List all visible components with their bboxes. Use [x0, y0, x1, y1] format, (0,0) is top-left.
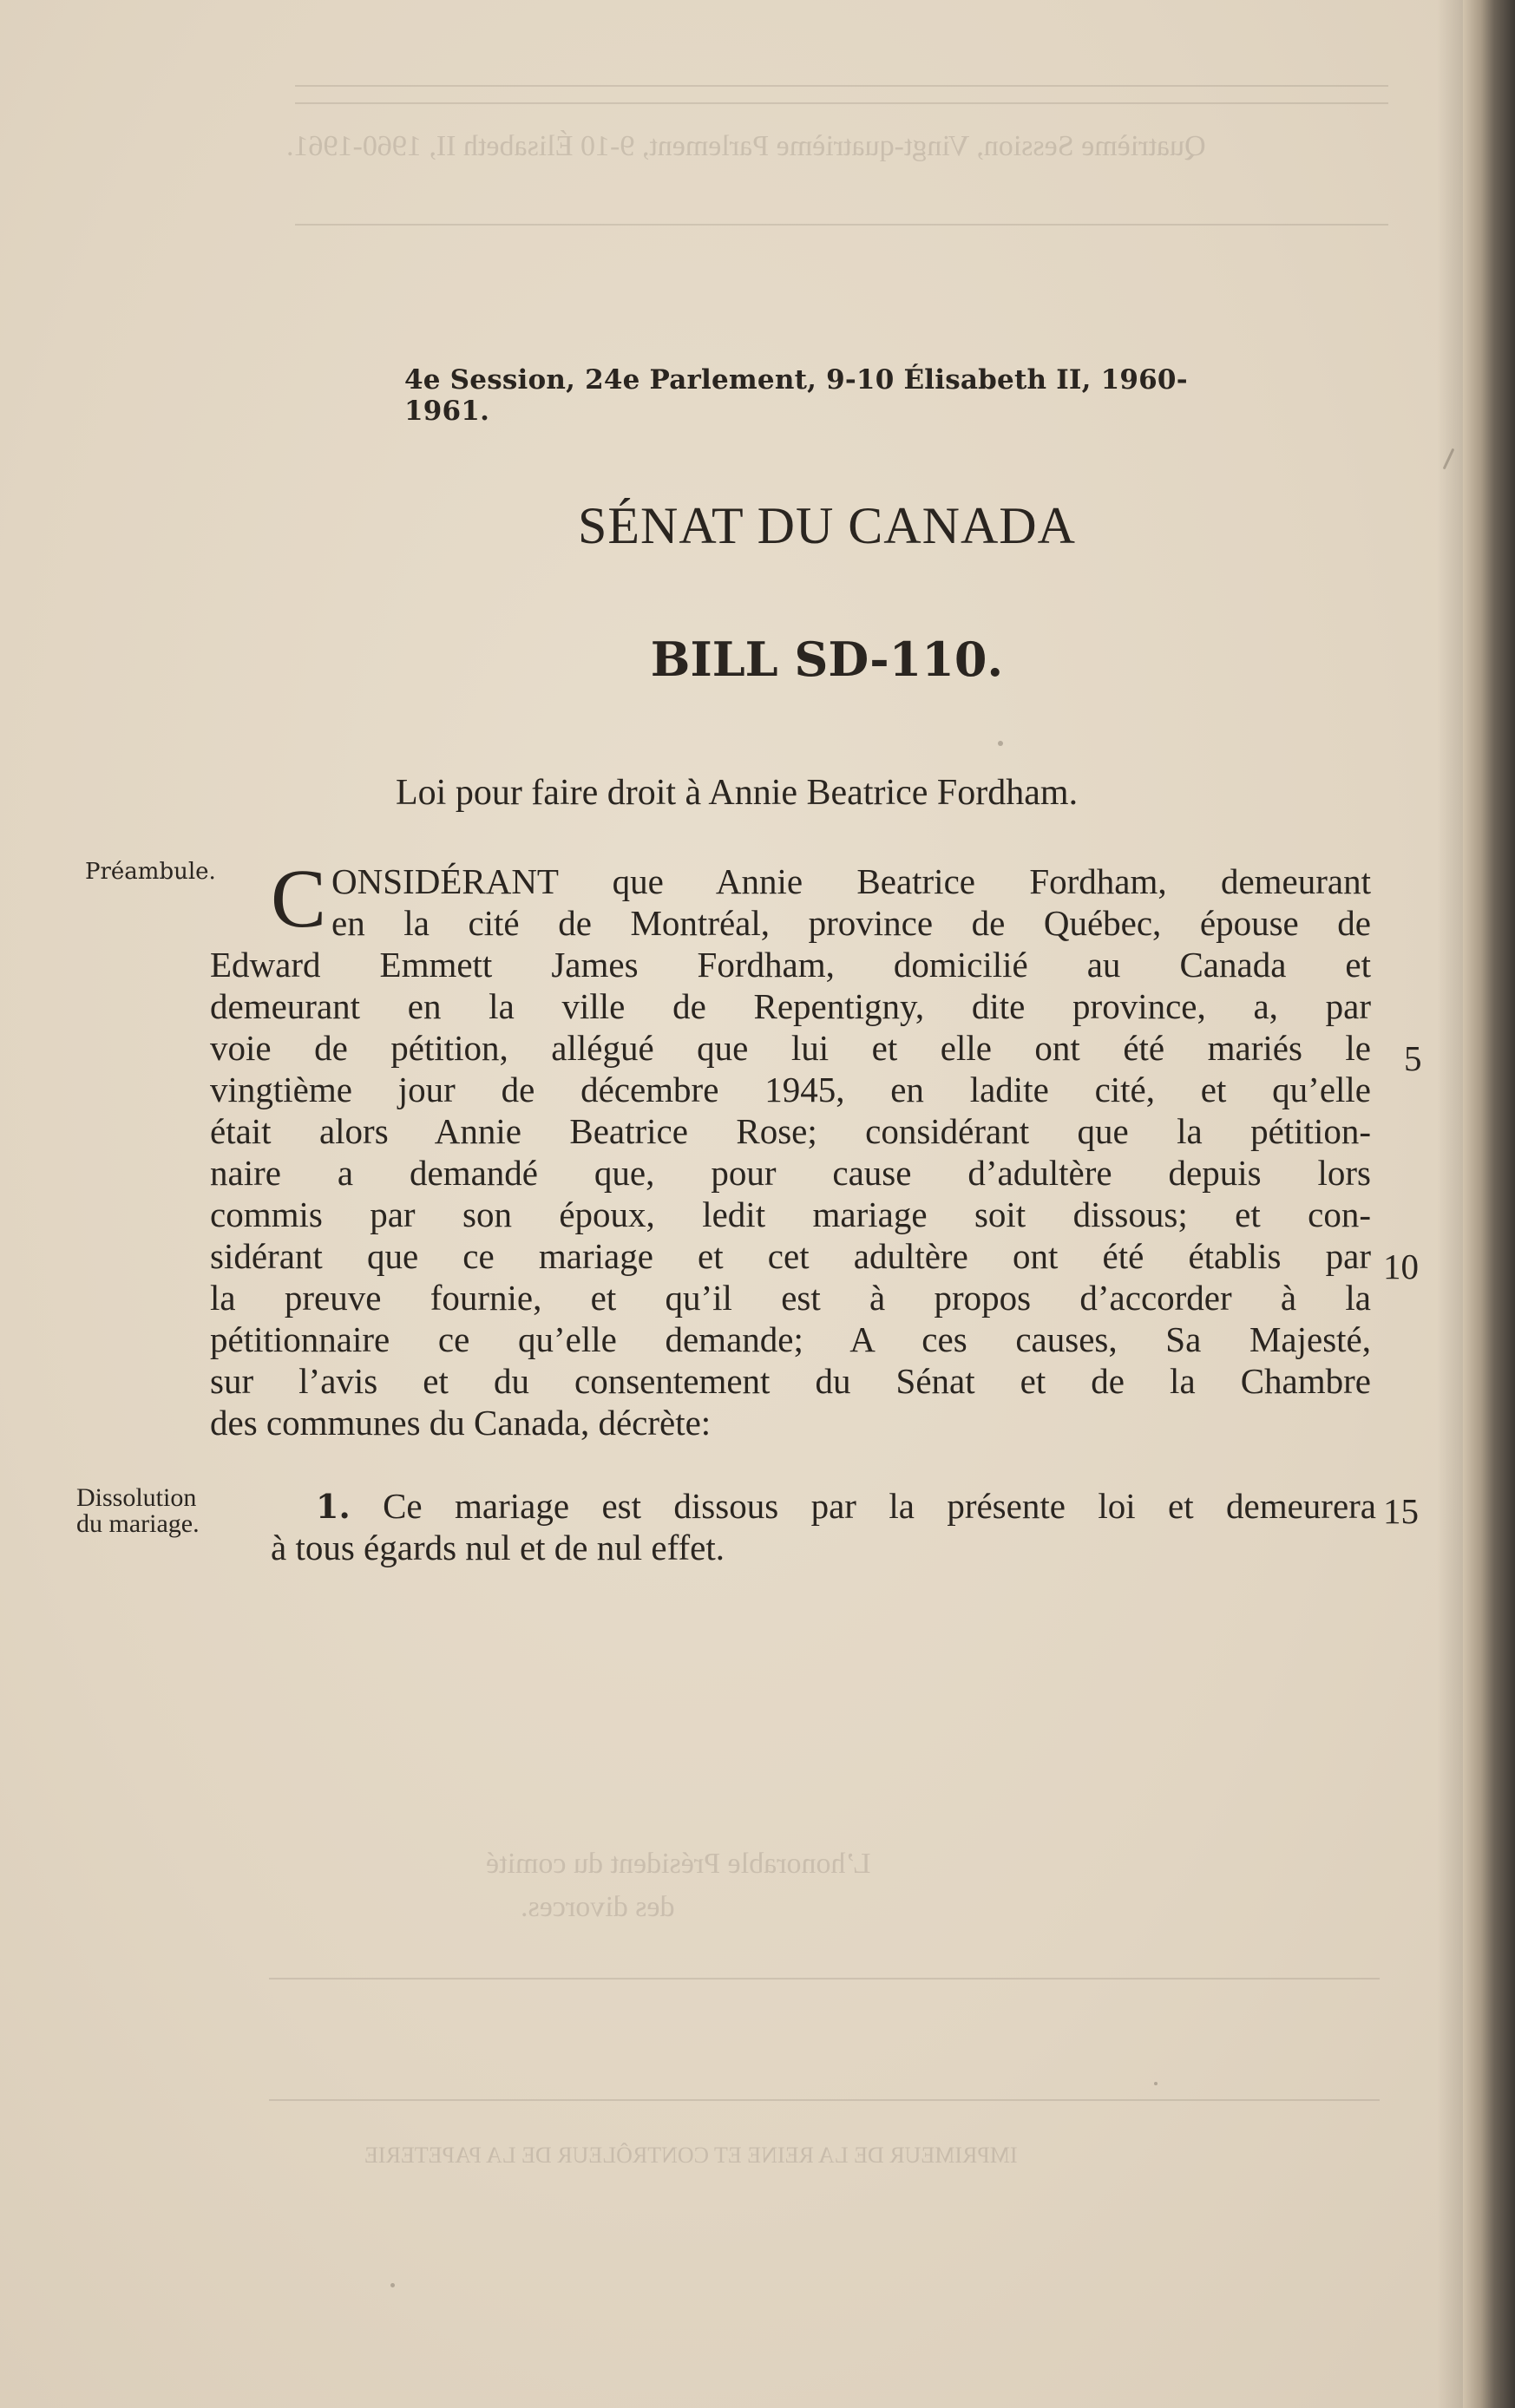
paper-speck — [1154, 2082, 1158, 2085]
bleed-rule-top-2 — [295, 102, 1388, 104]
bleed-rule-upper — [295, 224, 1388, 226]
preamble-line: commis par son époux, ledit mariage soit dissous; et con- — [210, 1194, 1371, 1234]
clause-text-1: Ce mariage est dissous par la présente loi et demeurera — [383, 1486, 1376, 1526]
preamble-line: pétitionnaire ce qu’elle demande; A ces causes, Sa Majesté, — [210, 1319, 1371, 1359]
bleed-text-bottom: IMPRIMEUR DE LA REINE ET CONTRÔLEUR DE LA PAPETERIE — [364, 2143, 1018, 2168]
bleed-rule-lower-2 — [269, 2099, 1380, 2101]
preamble-line: la preuve fournie, et qu’il est à propos d’accorder à la — [210, 1278, 1371, 1318]
margin-note-dissolution — [76, 1485, 250, 1537]
preamble-line: voie de pétition, allégué que lui et elle ont été mariés le — [210, 1028, 1371, 1068]
line-number-10: 10 — [1383, 1247, 1419, 1286]
preamble-line: des communes du Canada, décrète: — [210, 1403, 712, 1443]
margin-note-dissolution-line2: du mariage. — [76, 1509, 200, 1538]
bill-subtitle: Loi pour faire droit à Annie Beatrice Fordham. — [396, 773, 1079, 813]
document-title: SÉNAT DU CANADA — [578, 497, 1076, 554]
margin-note-preamble: Préambule. — [85, 859, 216, 885]
paper-speck — [998, 741, 1003, 746]
preamble-line: était alors Annie Beatrice Rose; considérant que la pétition- — [210, 1111, 1371, 1151]
margin-note-dissolution-line1: Dissolution — [76, 1483, 197, 1512]
preamble-line: naire a demandé que, pour cause d’adultère depuis lors — [210, 1153, 1371, 1193]
preamble-line: Edward Emmett James Fordham, domicilié au Canada et — [210, 945, 1371, 985]
gutter-shadow — [1437, 0, 1463, 2408]
preamble-paragraph — [210, 852, 1371, 1443]
line-number-5: 5 — [1404, 1038, 1422, 1078]
preamble-line: sidérant que ce mariage et cet adultère ont été établis par — [210, 1236, 1371, 1276]
line-number-15: 15 — [1383, 1491, 1419, 1531]
session-header: 4e Session, 24e Parlement, 9-10 Élisabeth II, 1960-1961. — [404, 364, 1188, 427]
book-spine — [1463, 0, 1515, 2408]
clause-1 — [271, 1485, 1376, 1568]
bleed-text-top: Quatrième Session, Vingt-quatrième Parlement, 9-10 Élisabeth II, 1960-1961. — [286, 130, 1206, 162]
clause-number: 1. — [316, 1487, 351, 1526]
preamble-line: demeurant en la ville de Repentigny, dite province, a, par — [210, 986, 1371, 1026]
preamble-line: ONSIDÉRANT que Annie Beatrice Fordham, demeurant — [331, 861, 1371, 901]
bleed-rule-lower — [269, 1978, 1380, 1979]
paper-speck — [390, 2283, 395, 2287]
preamble-line: sur l’avis et du consentement du Sénat et de la Chambre — [210, 1361, 1371, 1401]
bill-number: BILL SD-110. — [650, 631, 1004, 687]
bleed-text-mid2: des divorces. — [521, 1891, 675, 1923]
preamble-line: en la cité de Montréal, province de Québec, épouse de — [331, 903, 1371, 943]
preamble-line: vingtième jour de décembre 1945, en ladite cité, et qu’elle — [210, 1070, 1371, 1109]
clause-line: à tous égards nul et de nul effet. — [271, 1528, 725, 1567]
clause-line — [271, 1485, 1376, 1527]
drop-cap: C — [271, 852, 327, 945]
bleed-rule-top — [295, 85, 1388, 87]
bleed-text-mid1: L’honorable Président du comité — [486, 1848, 871, 1880]
